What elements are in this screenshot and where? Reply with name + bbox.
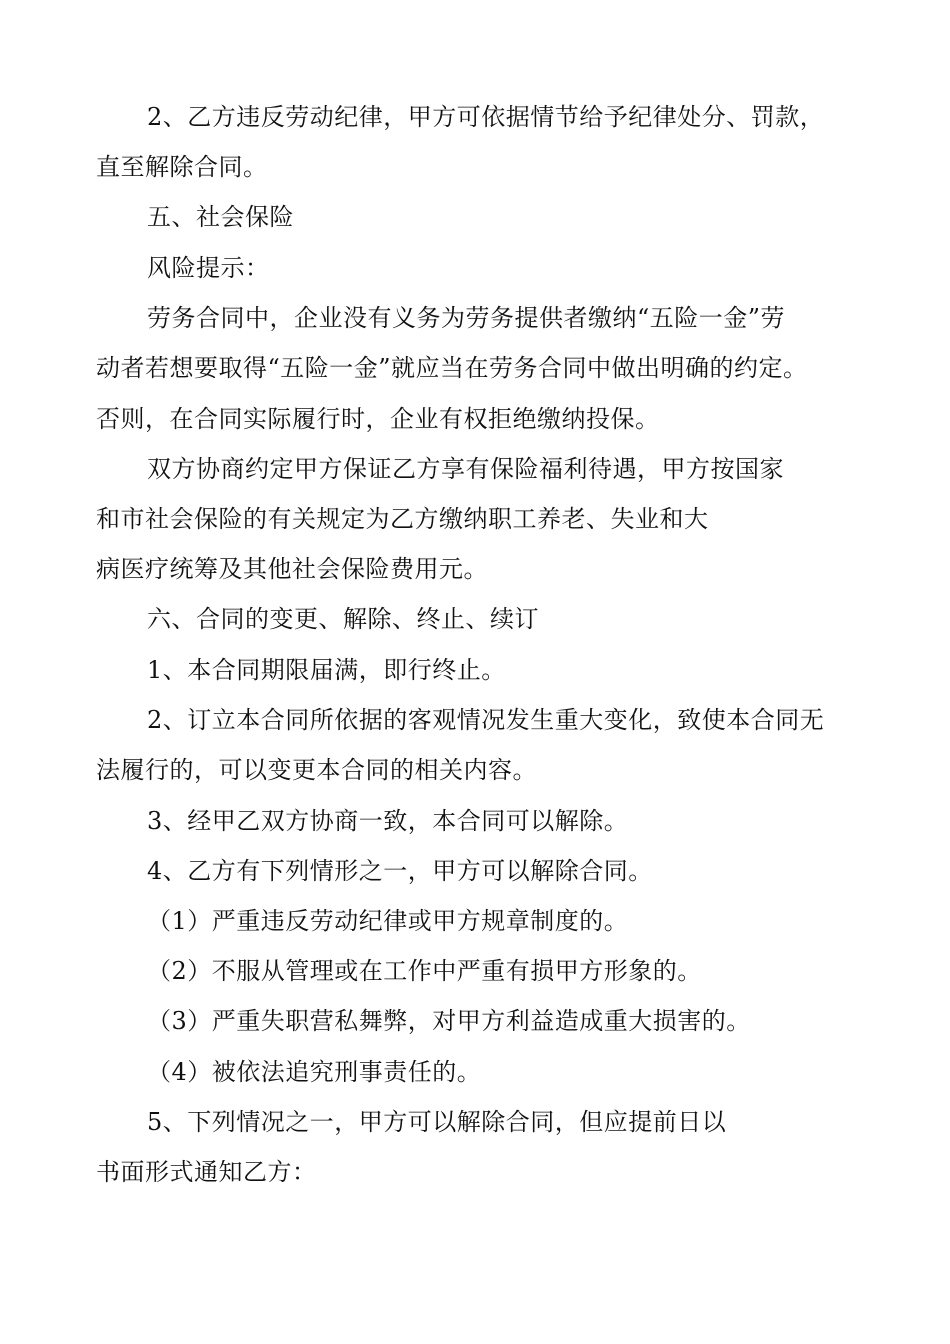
insurance-agreement-line-1: 双方协商约定甲方保证乙方享有保险福利待遇，甲方按国家 xyxy=(147,455,784,483)
clause-6-4-item-2: （2）不服从管理或在工作中严重有损甲方形象的。 xyxy=(147,957,702,985)
clause-6-3: 3、经甲乙双方协商一致，本合同可以解除。 xyxy=(147,807,629,835)
insurance-agreement-line-2: 和市社会保险的有关规定为乙方缴纳职工养老、失业和大 xyxy=(96,505,709,533)
risk-notice-line-3: 否则，在合同实际履行时，企业有权拒绝缴纳投保。 xyxy=(96,405,660,433)
risk-notice-line-2: 动者若想要取得“五险一金”就应当在劳务合同中做出明确的约定。 xyxy=(96,354,808,382)
clause-5-2-line-1: 2、乙方违反劳动纪律，甲方可依据情节给予纪律处分、罚款， xyxy=(147,103,825,131)
section-heading-contract-changes: 六、合同的变更、解除、终止、续订 xyxy=(147,605,539,633)
clause-6-2-line-1: 2、订立本合同所依据的客观情况发生重大变化，致使本合同无 xyxy=(147,706,825,734)
risk-notice-line-1: 劳务合同中，企业没有义务为劳务提供者缴纳“五险一金”劳 xyxy=(147,304,786,332)
clause-6-4-item-4: （4）被依法追究刑事责任的。 xyxy=(147,1058,482,1086)
clause-6-4-item-1: （1）严重违反劳动纪律或甲方规章制度的。 xyxy=(147,907,629,935)
clause-6-2-line-2: 法履行的，可以变更本合同的相关内容。 xyxy=(96,756,537,784)
clause-6-5-line-2: 书面形式通知乙方： xyxy=(96,1158,317,1186)
section-heading-social-insurance: 五、社会保险 xyxy=(147,203,294,231)
insurance-agreement-line-3: 病医疗统筹及其他社会保险费用元。 xyxy=(96,555,488,583)
clause-5-2-line-2: 直至解除合同。 xyxy=(96,153,268,181)
clause-6-1: 1、本合同期限届满，即行终止。 xyxy=(147,656,506,684)
clause-6-4: 4、乙方有下列情形之一，甲方可以解除合同。 xyxy=(147,857,653,885)
risk-notice-label: 风险提示： xyxy=(147,254,270,282)
clause-6-5-line-1: 5、下列情况之一，甲方可以解除合同，但应提前日以 xyxy=(147,1108,727,1136)
clause-6-4-item-3: （3）严重失职营私舞弊，对甲方利益造成重大损害的。 xyxy=(147,1007,751,1035)
